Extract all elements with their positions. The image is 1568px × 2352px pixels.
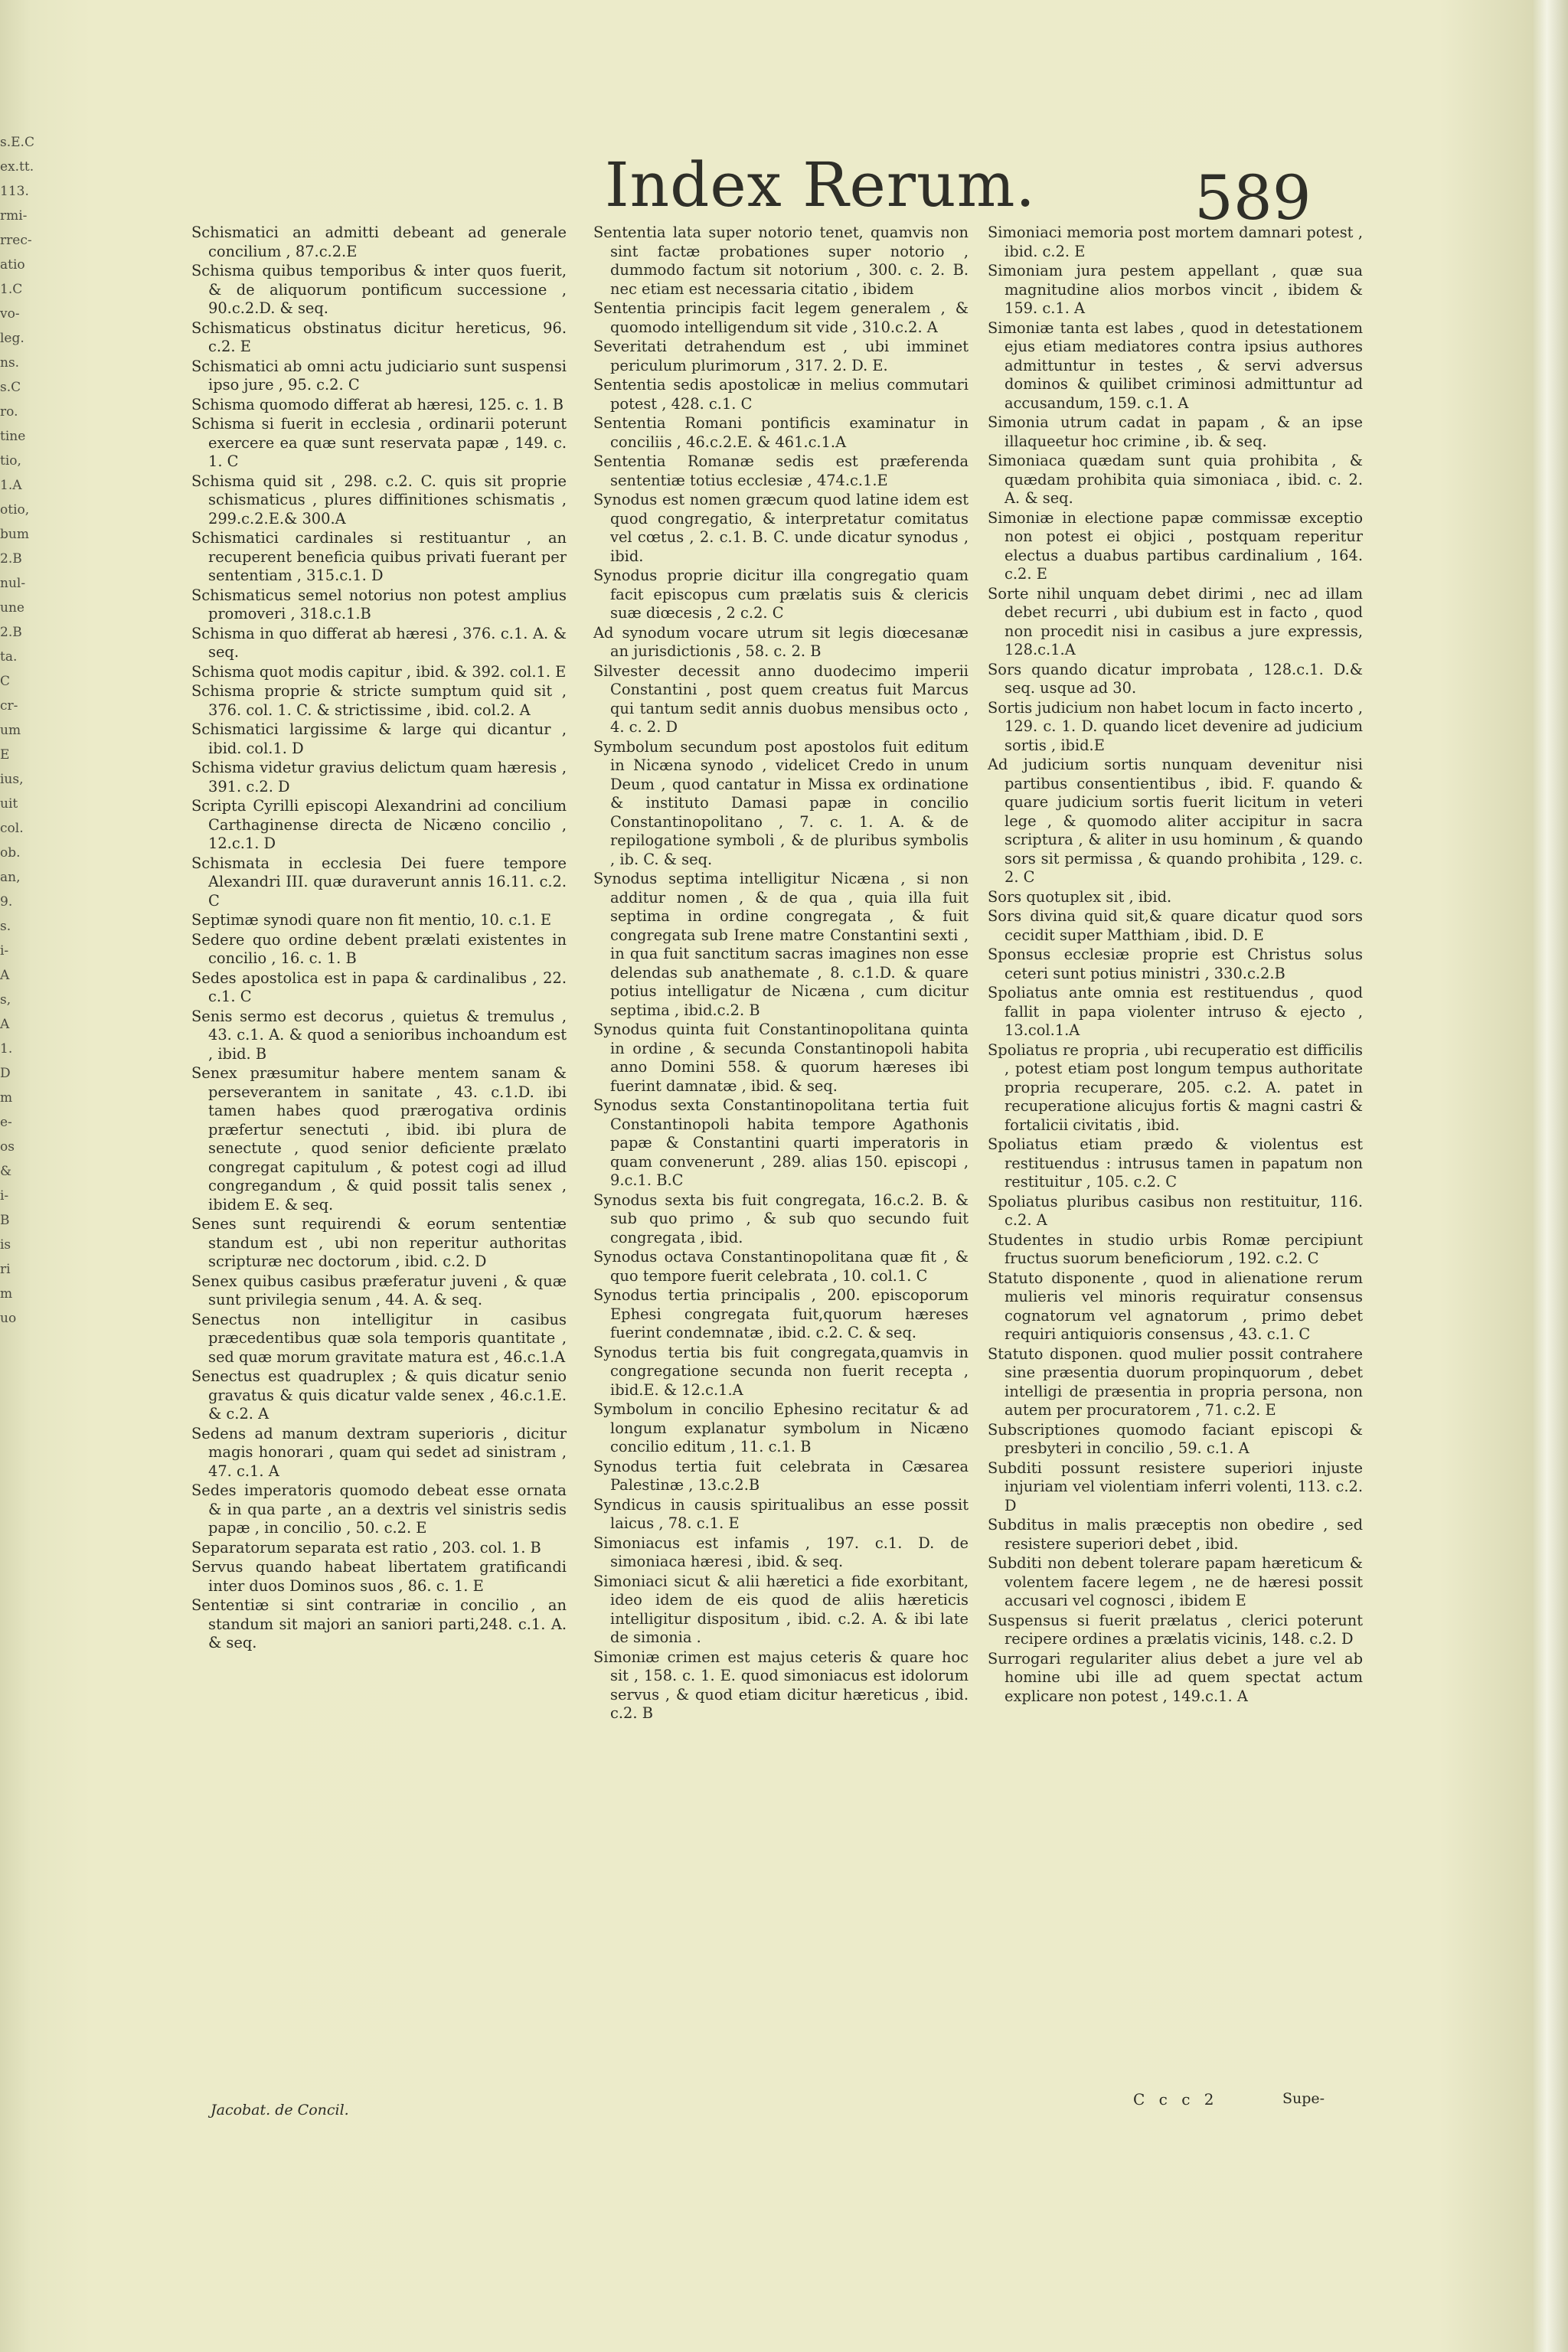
index-entry: Simoniam jura pestem appellant , quæ sua magnitudine alios morbos vincit , ibidem & 159. c.1. A xyxy=(988,262,1363,317)
index-entry: Symbolum secundum post apostolos fuit editum in Nicæna synodo , videlicet Credo in unum Deum , quod cantatur in Missa ex ordinatione & instituto Damasi papæ in concilio Constantinopolitano , 7. c. 1. A. & de repilogatione symboli , & de pluribus symbolis , ib. C. & seq. xyxy=(593,737,969,868)
index-entry: Sors quotuplex sit , ibid. xyxy=(988,887,1172,906)
index-entry: Schisma quot modis capitur , ibid. & 392. col.1. E xyxy=(191,662,567,681)
index-entry: Surrogari regulariter alius debet a jure vel ab homine ubi ille ad quem spectat actum explicare non potest , 149.c.1. A xyxy=(988,1649,1363,1705)
index-entry: Schisma proprie & stricte sumptum quid sit , 376. col. 1. C. & strictissime , ibid. col.2. A xyxy=(191,682,567,719)
index-entry: Simoniæ crimen est majus ceteris & quare hoc sit , 158. c. 1. E. quod simoniacus est idolorum servus , & quod etiam dicitur hæreticus , ibid. c.2. B xyxy=(593,1648,969,1722)
margin-fragment: is xyxy=(0,1237,11,1253)
page-number: 589 xyxy=(1194,162,1312,234)
index-entry: Sententia Romanæ sedis est præferenda sententiæ totius ecclesiæ , 474.c.1.E xyxy=(593,452,969,489)
margin-fragment: m xyxy=(0,1090,13,1106)
index-entry: Spoliatus pluribus casibus non restituitur, 116. c.2. A xyxy=(988,1192,1363,1229)
index-entry: Synodus sexta bis fuit congregata, 16.c.2. B. & sub quo primo , & sub quo secundo fuit congregata , ibid. xyxy=(593,1191,969,1246)
margin-fragment: ns. xyxy=(0,355,20,371)
margin-fragment: otio, xyxy=(0,502,30,518)
index-entry: Synodus septima intelligitur Nicæna , si non additur nomen , & de qua , quia illa fuit septima in ordine congregata , & fuit congregata sub Irene matre Constantini sexti , in qua fuit sanctitum sacras imagines non esse delendas sub anathemate , 8. c.1.D. & quare potius intelligatur de Nicæna , cum dicitur septima , ibid.c.2. B xyxy=(593,870,969,1019)
margin-fragment: uit xyxy=(0,796,18,812)
page-spine-shadow xyxy=(1533,0,1568,2352)
index-entry: Subditi non debent tolerare papam hæreticum & volentem facere legem , ne de hæresi possit accusari vel cognosci , ibidem E xyxy=(988,1554,1363,1609)
margin-fragment: an, xyxy=(0,870,21,885)
index-entry: Servus quando habeat libertatem gratificandi inter duos Dominos suos , 86. c. 1. E xyxy=(191,1558,567,1595)
margin-fragment: s.C xyxy=(0,380,21,395)
index-entry: Statuto disponen. quod mulier possit contrahere sine præsentia duorum propinquorum , debet intelligi de præsentia in propria persona, non autem per procuratorem , 71. c.2. E xyxy=(988,1344,1363,1419)
margin-fragment: 9. xyxy=(0,894,13,910)
index-entry: Synodus octava Constantinopolitana quæ fit , & quo tempore fuerit celebrata , 10. col.1. C xyxy=(593,1248,969,1285)
margin-fragment: 2.B xyxy=(0,625,22,640)
margin-fragment: 1. xyxy=(0,1041,13,1057)
index-entry: Simoniæ in electione papæ commissæ exceptio non potest ei objici , postquam reperitur electus a duabus partibus cardinalium , 164. c.2. E xyxy=(988,508,1363,583)
index-entry: Sedes imperatoris quomodo debeat esse ornata & in qua parte , an a dextris vel sinistris sedis papæ , in concilio , 50. c.2. E xyxy=(191,1481,567,1537)
margin-fragment: tine xyxy=(0,429,26,444)
index-entry: Schismatici cardinales si restituantur , an recuperent beneficia quibus privati fuerant per sententiam , 315.c.1. D xyxy=(191,529,567,584)
margin-fragment: A xyxy=(0,1017,10,1032)
index-entry: Senex præsumitur habere mentem sanam & perseverantem in sanitate , 43. c.1.D. ibi tamen habes quod prærogativa ordinis præfertur senectuti , ibid. ibi plura de senectute , quod senior deficiente prælato congregat capitulum , & potest cogi ad illud congregandum , & quid possit talis senex , ibidem E. & seq. xyxy=(191,1064,567,1214)
index-column-1 xyxy=(191,224,567,1654)
index-entry: Spoliatus re propria , ubi recuperatio est difficilis , potest etiam post longum tempus authoritate propria recuperare, 205. c.2. A. patet in recuperatione alicujus fortis & magni castri & fortalicii civitatis , ibid. xyxy=(988,1040,1363,1134)
index-entry: Sedere quo ordine debent prælati existentes in concilio , 16. c. 1. B xyxy=(191,930,567,967)
margin-fragment: um xyxy=(0,723,21,738)
margin-fragment: s. xyxy=(0,919,11,934)
index-entry: Senectus est quadruplex ; & quis dicatur senio gravatus & quis dicatur valde senex , 46.c.1.E. & c.2. A xyxy=(191,1367,567,1423)
index-entry: Subscriptiones quomodo faciant episcopi & presbyteri in concilio , 59. c.1. A xyxy=(988,1420,1363,1457)
index-entry: Simoniaci sicut & alii hæretici a fide exorbitant, ideo idem de eis quod de aliis hæreticis intelligitur dispositum , ibid. c.2. A. & ibi late de simonia . xyxy=(593,1572,969,1646)
margin-fragment: e- xyxy=(0,1115,12,1130)
margin-fragment: s.E.C xyxy=(0,135,34,150)
index-entry: Schismaticus semel notorius non potest amplius promoveri , 318.c.1.B xyxy=(191,586,567,622)
margin-fragment: 113. xyxy=(0,184,29,199)
index-entry: Ad synodum vocare utrum sit legis diœcesanæ an jurisdictionis , 58. c. 2. B xyxy=(593,623,969,660)
index-entry: Synodus tertia bis fuit congregata,quamvis in congregatione secunda non fuerit recepta , ibid.E. & 12.c.1.A xyxy=(593,1343,969,1399)
margin-fragment: D xyxy=(0,1066,11,1081)
index-entry: Statuto disponente , quod in alienatione rerum mulieris vel minoris requiratur consensus cognatorum vel agnatorum , primo debet requiri antiquioris consensus , 43. c.1. C xyxy=(988,1269,1363,1343)
margin-fragment: C xyxy=(0,674,11,689)
margin-fragment: bum xyxy=(0,527,29,542)
index-entry: Synodus tertia principalis , 200. episcoporum Ephesi congregata fuit,quorum hæreses fuerint condemnatæ , ibid. c.2. C. & seq. xyxy=(593,1286,969,1341)
index-entry: Senectus non intelligitur in casibus præcedentibus quæ sola temporis quantitate , sed quæ morum gravitate matura est , 46.c.1.A xyxy=(191,1310,567,1366)
index-entry: Syndicus in causis spiritualibus an esse possit laicus , 78. c.1. E xyxy=(593,1495,969,1532)
margin-fragment: ob. xyxy=(0,845,21,861)
index-entry: Sponsus ecclesiæ proprie est Christus solus ceteri sunt potius ministri , 330.c.2.B xyxy=(988,946,1363,982)
index-entry: Schisma quid sit , 298. c.2. C. quis sit proprie schismaticus , plures diffinitiones schismatis , 299.c.2.E.& 300.A xyxy=(191,472,567,528)
index-entry: Schismatici an admitti debeant ad generale concilium , 87.c.2.E xyxy=(191,224,567,260)
index-entry: Separatorum separata est ratio , 203. col. 1. B xyxy=(191,1538,541,1557)
catchword-left: Jacobat. de Concil. xyxy=(211,2102,349,2118)
margin-fragment: ius, xyxy=(0,772,24,787)
index-entry: Sententia principis facit legem generalem , & quomodo intelligendum sit vide , 310.c.2. A xyxy=(593,299,969,336)
margin-fragment: uo xyxy=(0,1311,17,1326)
margin-fragment: ro. xyxy=(0,404,18,420)
margin-fragment: 2.B xyxy=(0,551,22,567)
catchword-right: Supe- xyxy=(1282,2090,1325,2107)
index-entry: Septimæ synodi quare non fit mentio, 10. c.1. E xyxy=(191,911,552,929)
index-entry: Sententia Romani pontificis examinatur in conciliis , 46.c.2.E. & 461.c.1.A xyxy=(593,414,969,451)
index-entry: Silvester decessit anno duodecimo imperii Constantini , post quem creatus fuit Marcus qui tantum sedit annis duobus mensibus octo , 4. c. 2. D xyxy=(593,662,969,736)
index-entry: Schisma in quo differat ab hæresi , 376. c.1. A. & seq. xyxy=(191,624,567,661)
index-entry: Synodus tertia fuit celebrata in Cæsarea Palestinæ , 13.c.2.B xyxy=(593,1457,969,1494)
running-header-title: Index Rerum. xyxy=(605,149,1036,220)
index-entry: Sedens ad manum dextram superioris , dicitur magis honorari , quam qui sedet ad sinistram , 47. c.1. A xyxy=(191,1424,567,1480)
margin-fragment: nul- xyxy=(0,576,26,591)
index-entry: Simonia utrum cadat in papam , & an ipse illaqueetur hoc crimine , ib. & seq. xyxy=(988,413,1363,450)
index-column-3 xyxy=(988,224,1363,1707)
index-entry: Ad judicium sortis nunquam devenitur nisi partibus consentientibus , ibid. F. quando & quare judicium sortis fuerit licitum in veteri lege , & quomodo aliter accipitur in sacra scriptura , & aliter in usu hominum , & quando sors sit permissa , & quando prohibita , 129. c. 2. C xyxy=(988,756,1363,886)
index-entry: Sententiæ si sint contrariæ in concilio , an standum sit majori an saniori parti,248. c.1. A. & seq. xyxy=(191,1596,567,1651)
index-entry: Simoniaca quædam sunt quia prohibita , & quædam prohibita quia simoniaca , ibid. c. 2. A. & seq. xyxy=(988,452,1363,507)
margin-fragment: 1.C xyxy=(0,282,23,297)
margin-fragment: i- xyxy=(0,1188,9,1204)
margin-fragment: A xyxy=(0,968,10,983)
index-entry: Schismaticus obstinatus dicitur hereticus, 96. c.2. E xyxy=(191,318,567,355)
index-entry: Spoliatus ante omnia est restituendus , quod fallit in papa violenter intruso & ejecto , 13.col.1.A xyxy=(988,984,1363,1039)
margin-fragment: tio, xyxy=(0,453,21,469)
margin-fragment: atio xyxy=(0,257,25,273)
index-column-2 xyxy=(593,224,969,1724)
index-entry: Senes sunt requirendi & eorum sententiæ standum est , ubi non reperitur authoritas scripturæ nec doctorum , ibid. c.2. D xyxy=(191,1215,567,1270)
index-entry: Schismata in ecclesia Dei fuere tempore Alexandri III. quæ duraverunt annis 16.11. c.2. C xyxy=(191,854,567,910)
index-entry: Subditus in malis præceptis non obedire , sed resistere superiori debet , ibid. xyxy=(988,1516,1363,1553)
signature-mark: C c c 2 xyxy=(1133,2090,1219,2109)
index-entry: Suspensus si fuerit prælatus , clerici poterunt recipere ordines a prælatis vicinis, 148. c.2. D xyxy=(988,1611,1363,1648)
index-entry: Schisma videtur gravius delictum quam hæresis , 391. c.2. D xyxy=(191,759,567,795)
index-entry: Schismatici largissime & large qui dicantur , ibid. col.1. D xyxy=(191,720,567,757)
index-entry: Simoniæ tanta est labes , quod in detestationem ejus etiam mediatores contra ipsius authores admittuntur in testes , & servi adversus dominos & quilibet criminosi admittuntur ad accusandum, 159. c.1. A xyxy=(988,318,1363,412)
index-entry: Sors quando dicatur improbata , 128.c.1. D.& seq. usque ad 30. xyxy=(988,660,1363,697)
index-entry: Senex quibus casibus præferatur juveni , & quæ sunt privilegia senum , 44. A. & seq. xyxy=(191,1272,567,1308)
margin-fragment: B xyxy=(0,1213,10,1228)
index-entry: Synodus sexta Constantinopolitana tertia fuit Constantinopoli habita tempore Agathonis papæ & Constantini quarti imperatoris in quam convenerunt , 289. alias 150. episcopi , 9.c.1. B.C xyxy=(593,1096,969,1189)
index-entry: Synodus est nomen græcum quod latine idem est quod congregatio, & interpretatur comitatus vel cœtus , 2. c.1. B. C. unde dicatur synodus , ibid. xyxy=(593,491,969,565)
index-entry: Symbolum in concilio Ephesino recitatur & ad longum explanatur symbolum in Nicæno concilio editum , 11. c.1. B xyxy=(593,1400,969,1455)
index-entry: Studentes in studio urbis Romæ percipiunt fructus suorum beneficiorum , 192. c.2. C xyxy=(988,1230,1363,1267)
index-entry: Sorte nihil unquam debet dirimi , nec ad illam debet recurri , ubi dubium est in facto , quod non procedit nisi in casibus a jure expressis, 128.c.1.A xyxy=(988,584,1363,658)
margin-fragment: col. xyxy=(0,821,24,836)
margin-fragment: rmi- xyxy=(0,208,28,224)
margin-fragment: os xyxy=(0,1139,15,1155)
index-entry: Schisma quomodo differat ab hæresi, 125. c. 1. B xyxy=(191,395,564,413)
index-entry: Synodus quinta fuit Constantinopolitana quinta in ordine , & secunda Constantinopoli habita anno Domini 558. & quorum hæreses ibi fuerint damnatæ , ibid. & seq. xyxy=(593,1021,969,1095)
margin-fragment: i- xyxy=(0,943,9,959)
index-entry: Simoniacus est infamis , 197. c.1. D. de simoniaca hæresi , ibid. & seq. xyxy=(593,1534,969,1570)
index-entry: Subditi possunt resistere superiori injuste injuriam vel violentiam inferri volenti, 113. c.2. D xyxy=(988,1459,1363,1514)
adjacent-page-edge xyxy=(0,130,34,1331)
index-entry: Schisma quibus temporibus & inter quos fuerit, & de aliquorum pontificum successione , 90.c.2.D. & seq. xyxy=(191,262,567,317)
index-entry: Simoniaci memoria post mortem damnari potest , ibid. c.2. E xyxy=(988,224,1363,260)
margin-fragment: 1.A xyxy=(0,478,22,493)
index-entry: Scripta Cyrilli episcopi Alexandrini ad concilium Carthaginense directa de Nicæno concilio , 12.c.1. D xyxy=(191,797,567,852)
margin-fragment: ex.tt. xyxy=(0,159,34,175)
index-entry: Spoliatus etiam prædo & violentus est restituendus : intrusus tamen in papatum non restituitur , 105. c.2. C xyxy=(988,1135,1363,1191)
index-entry: Severitati detrahendum est , ubi imminet periculum plurimorum , 317. 2. D. E. xyxy=(593,338,969,374)
margin-fragment: m xyxy=(0,1286,13,1302)
index-entry: Sententia lata super notorio tenet, quamvis non sint factæ probationes super notorio , dummodo factum sit notorium , 300. c. 2. B. nec etiam est necessaria citatio , ibidem xyxy=(593,224,969,298)
index-entry: Sors divina quid sit,& quare dicatur quod sors cecidit super Matthiam , ibid. D. E xyxy=(988,907,1363,944)
margin-fragment: rrec- xyxy=(0,233,32,248)
margin-fragment: & xyxy=(0,1164,12,1179)
index-entry: Synodus proprie dicitur illa congregatio quam facit episcopus cum prælatis suis & clericis suæ diœcesis , 2 c.2. C xyxy=(593,567,969,622)
margin-fragment: cr- xyxy=(0,698,18,714)
index-entry: Schismatici ab omni actu judiciario sunt suspensi ipso jure , 95. c.2. C xyxy=(191,357,567,394)
margin-fragment: s, xyxy=(0,992,11,1008)
margin-fragment: ri xyxy=(0,1262,11,1277)
index-entry: Sedes apostolica est in papa & cardinalibus , 22. c.1. C xyxy=(191,969,567,1005)
index-entry: Sortis judicium non habet locum in facto incerto , 129. c. 1. D. quando licet devenire ad judicium sortis , ibid.E xyxy=(988,698,1363,754)
margin-fragment: ta. xyxy=(0,649,18,665)
margin-fragment: une xyxy=(0,600,24,616)
margin-fragment: vo- xyxy=(0,306,20,322)
index-entry: Sententia sedis apostolicæ in melius commutari potest , 428. c.1. C xyxy=(593,376,969,413)
index-entry: Schisma si fuerit in ecclesia , ordinarii poterunt exercere ea quæ sunt reservata papæ , 149. c. 1. C xyxy=(191,415,567,470)
index-entry: Senis sermo est decorus , quietus & tremulus , 43. c.1. A. & quod a senioribus inchoandum est , ibid. B xyxy=(191,1007,567,1063)
margin-fragment: E xyxy=(0,747,10,763)
margin-fragment: leg. xyxy=(0,331,24,346)
